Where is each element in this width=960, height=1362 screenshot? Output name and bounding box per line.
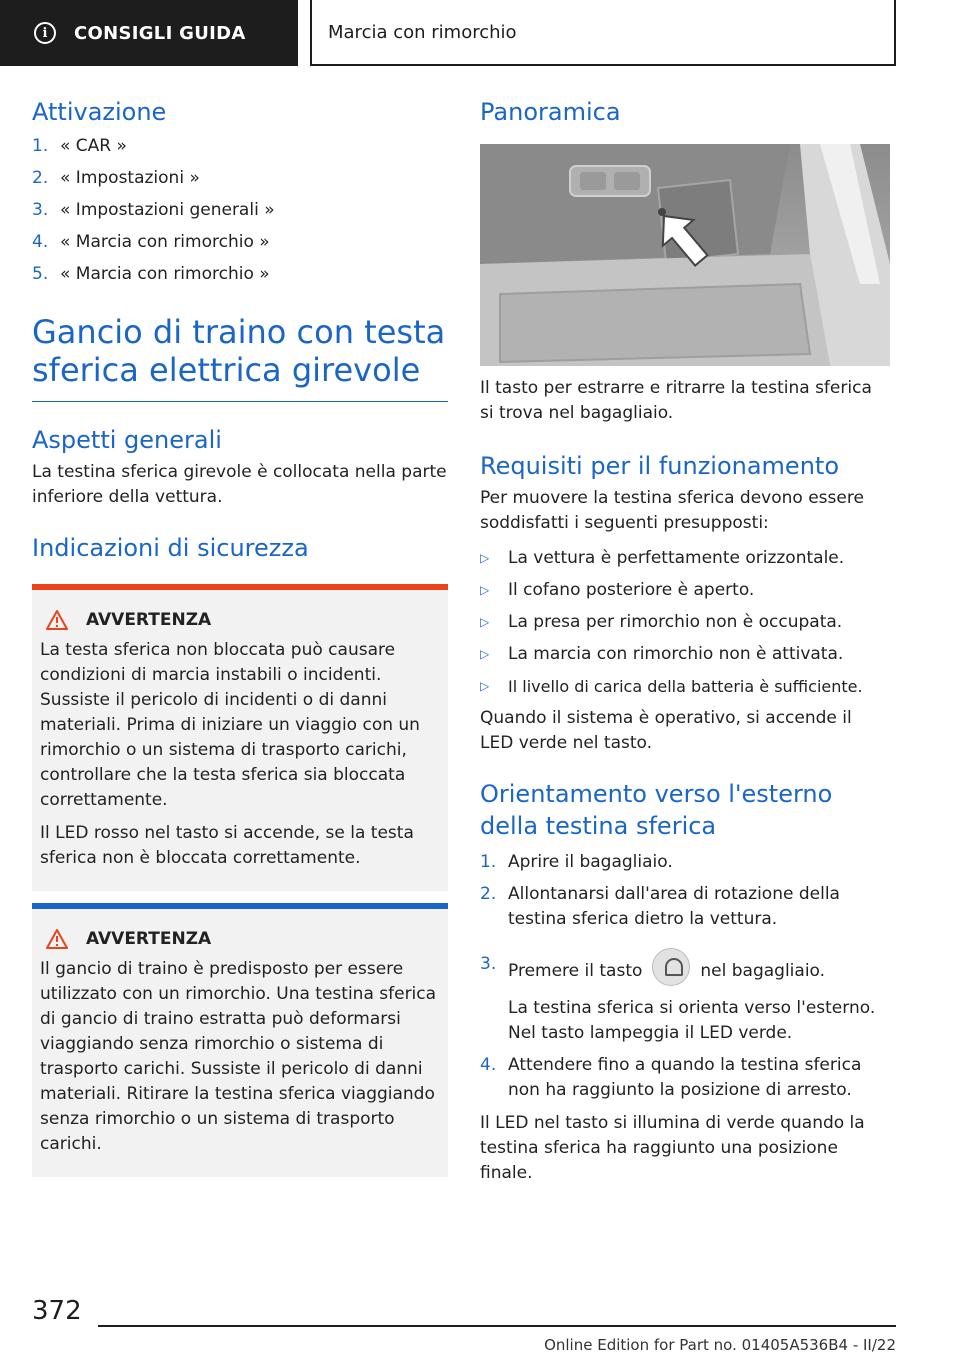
list-item: La testina sferica si orienta verso l'esterno. Nel tasto lampeggia il LED verde. (508, 998, 876, 1043)
warning-triangle-icon (46, 610, 68, 630)
list-item: ▷ La presa per rimorchio non è occupata. (480, 610, 890, 635)
chapter-tab (310, 0, 896, 66)
section-label: CONSIGLI GUIDA (74, 22, 246, 44)
list-item: 1. Aprire il bagagliaio. (480, 852, 673, 872)
photo-caption: Il tasto per estrarre e ritrarre la testina sferica si trova nel bagagliaio. (480, 378, 872, 423)
warning-text: La testa sferica non bloccata può causare condizioni di marcia instabili o incidenti. Sussiste il pericolo di incidenti o di danni materiali. Prima di iniziare un viaggio con un rimorchio o un sistema di trasporto carichi, controllare che la testa sferica sia bloccata correttamente. (40, 640, 420, 810)
requirements-intro: Per muovere la testina sferica devono essere soddisfatti i seguenti presupposti: (480, 488, 864, 533)
requirements-list (480, 546, 890, 699)
edition-label: Online Edition for Part no. 01405A536B4 - II/22 (544, 1336, 896, 1354)
triangle-bullet-icon: ▷ (480, 615, 490, 629)
list-item: ▷ La marcia con rimorchio non è attivata. (480, 642, 890, 667)
activation-steps (32, 134, 448, 287)
requirements-outro: Quando il sistema è operativo, si accende il LED verde nel tasto. (480, 708, 852, 753)
triangle-bullet-icon: ▷ (480, 679, 490, 693)
info-icon: i (34, 22, 56, 44)
triangle-bullet-icon: ▷ (480, 551, 490, 565)
towbar-button-icon (652, 948, 690, 986)
page-header (0, 0, 960, 66)
title-divider (32, 401, 448, 402)
general-title: Aspetti generali (32, 426, 222, 454)
general-text: La testina sferica girevole è collocata nella parte inferiore della vettura. (32, 462, 447, 507)
overview-title: Panoramica (480, 98, 621, 126)
page-number: 372 (32, 1296, 82, 1326)
list-item: ▷ Il livello di carica della batteria è sufficiente. (480, 674, 890, 699)
trunk-illustration (480, 144, 890, 366)
list-item: 4. Attendere fino a quando la testina sferica non ha raggiunto la posizione di arresto. (480, 1055, 862, 1100)
requirements-title: Requisiti per il funzionamento (480, 452, 840, 480)
warning-text: Il LED rosso nel tasto si accende, se la testa sferica non è bloccata correttamente. (40, 823, 414, 868)
warning-label: AVVERTENZA (86, 610, 212, 630)
list-item: 3. Premere il tasto nel bagagliaio. (480, 952, 890, 990)
list-item: ▷ La vettura è perfettamente orizzontale. (480, 546, 890, 571)
list-item: 1. « CAR » (32, 136, 127, 156)
trunk-photo (480, 144, 890, 366)
section-tab (0, 0, 298, 66)
warning-text: Il gancio di traino è predisposto per essere utilizzato con un rimorchio. Una testina sferica di gancio di traino estratta può deformarsi viaggiando senza rimorchio o sistema di trasporto carichi. Sussiste il pericolo di danni materiali. Ritirare la testina sferica viaggiando senza rimorchio o un sistema di trasporto carichi. (40, 959, 437, 1154)
footer-divider (98, 1325, 896, 1327)
orientation-title: Orientamento verso l'esterno della testina sferica (480, 780, 833, 840)
list-item: 2. Allontanarsi dall'area di rotazione della testina sferica dietro la vettura. (480, 884, 840, 929)
warning-triangle-icon (46, 929, 68, 949)
activation-title: Attivazione (32, 98, 167, 126)
warning-label: AVVERTENZA (86, 929, 212, 949)
triangle-bullet-icon: ▷ (480, 583, 490, 597)
safety-title: Indicazioni di sicurezza (32, 534, 309, 562)
triangle-bullet-icon: ▷ (480, 647, 490, 661)
list-item: 2. « Impostazioni » (32, 168, 200, 188)
list-item: 4. « Marcia con rimorchio » (32, 232, 270, 252)
orientation-outro: Il LED nel tasto si illumina di verde quando la testina sferica ha raggiunto una posizione finale. (480, 1113, 865, 1183)
main-title: Gancio di traino con testa sferica elettrica girevole (32, 313, 446, 389)
orientation-steps (480, 850, 890, 1103)
left-column (32, 96, 448, 1177)
list-item: ▷ Il cofano posteriore è aperto. (480, 578, 890, 603)
warning-box-1 (32, 584, 448, 891)
chapter-label: Marcia con rimorchio (328, 21, 517, 43)
warning-box-2 (32, 903, 448, 1177)
list-item: 3. « Impostazioni generali » (32, 200, 275, 220)
right-column (480, 96, 890, 1186)
list-item: 5. « Marcia con rimorchio » (32, 264, 270, 284)
